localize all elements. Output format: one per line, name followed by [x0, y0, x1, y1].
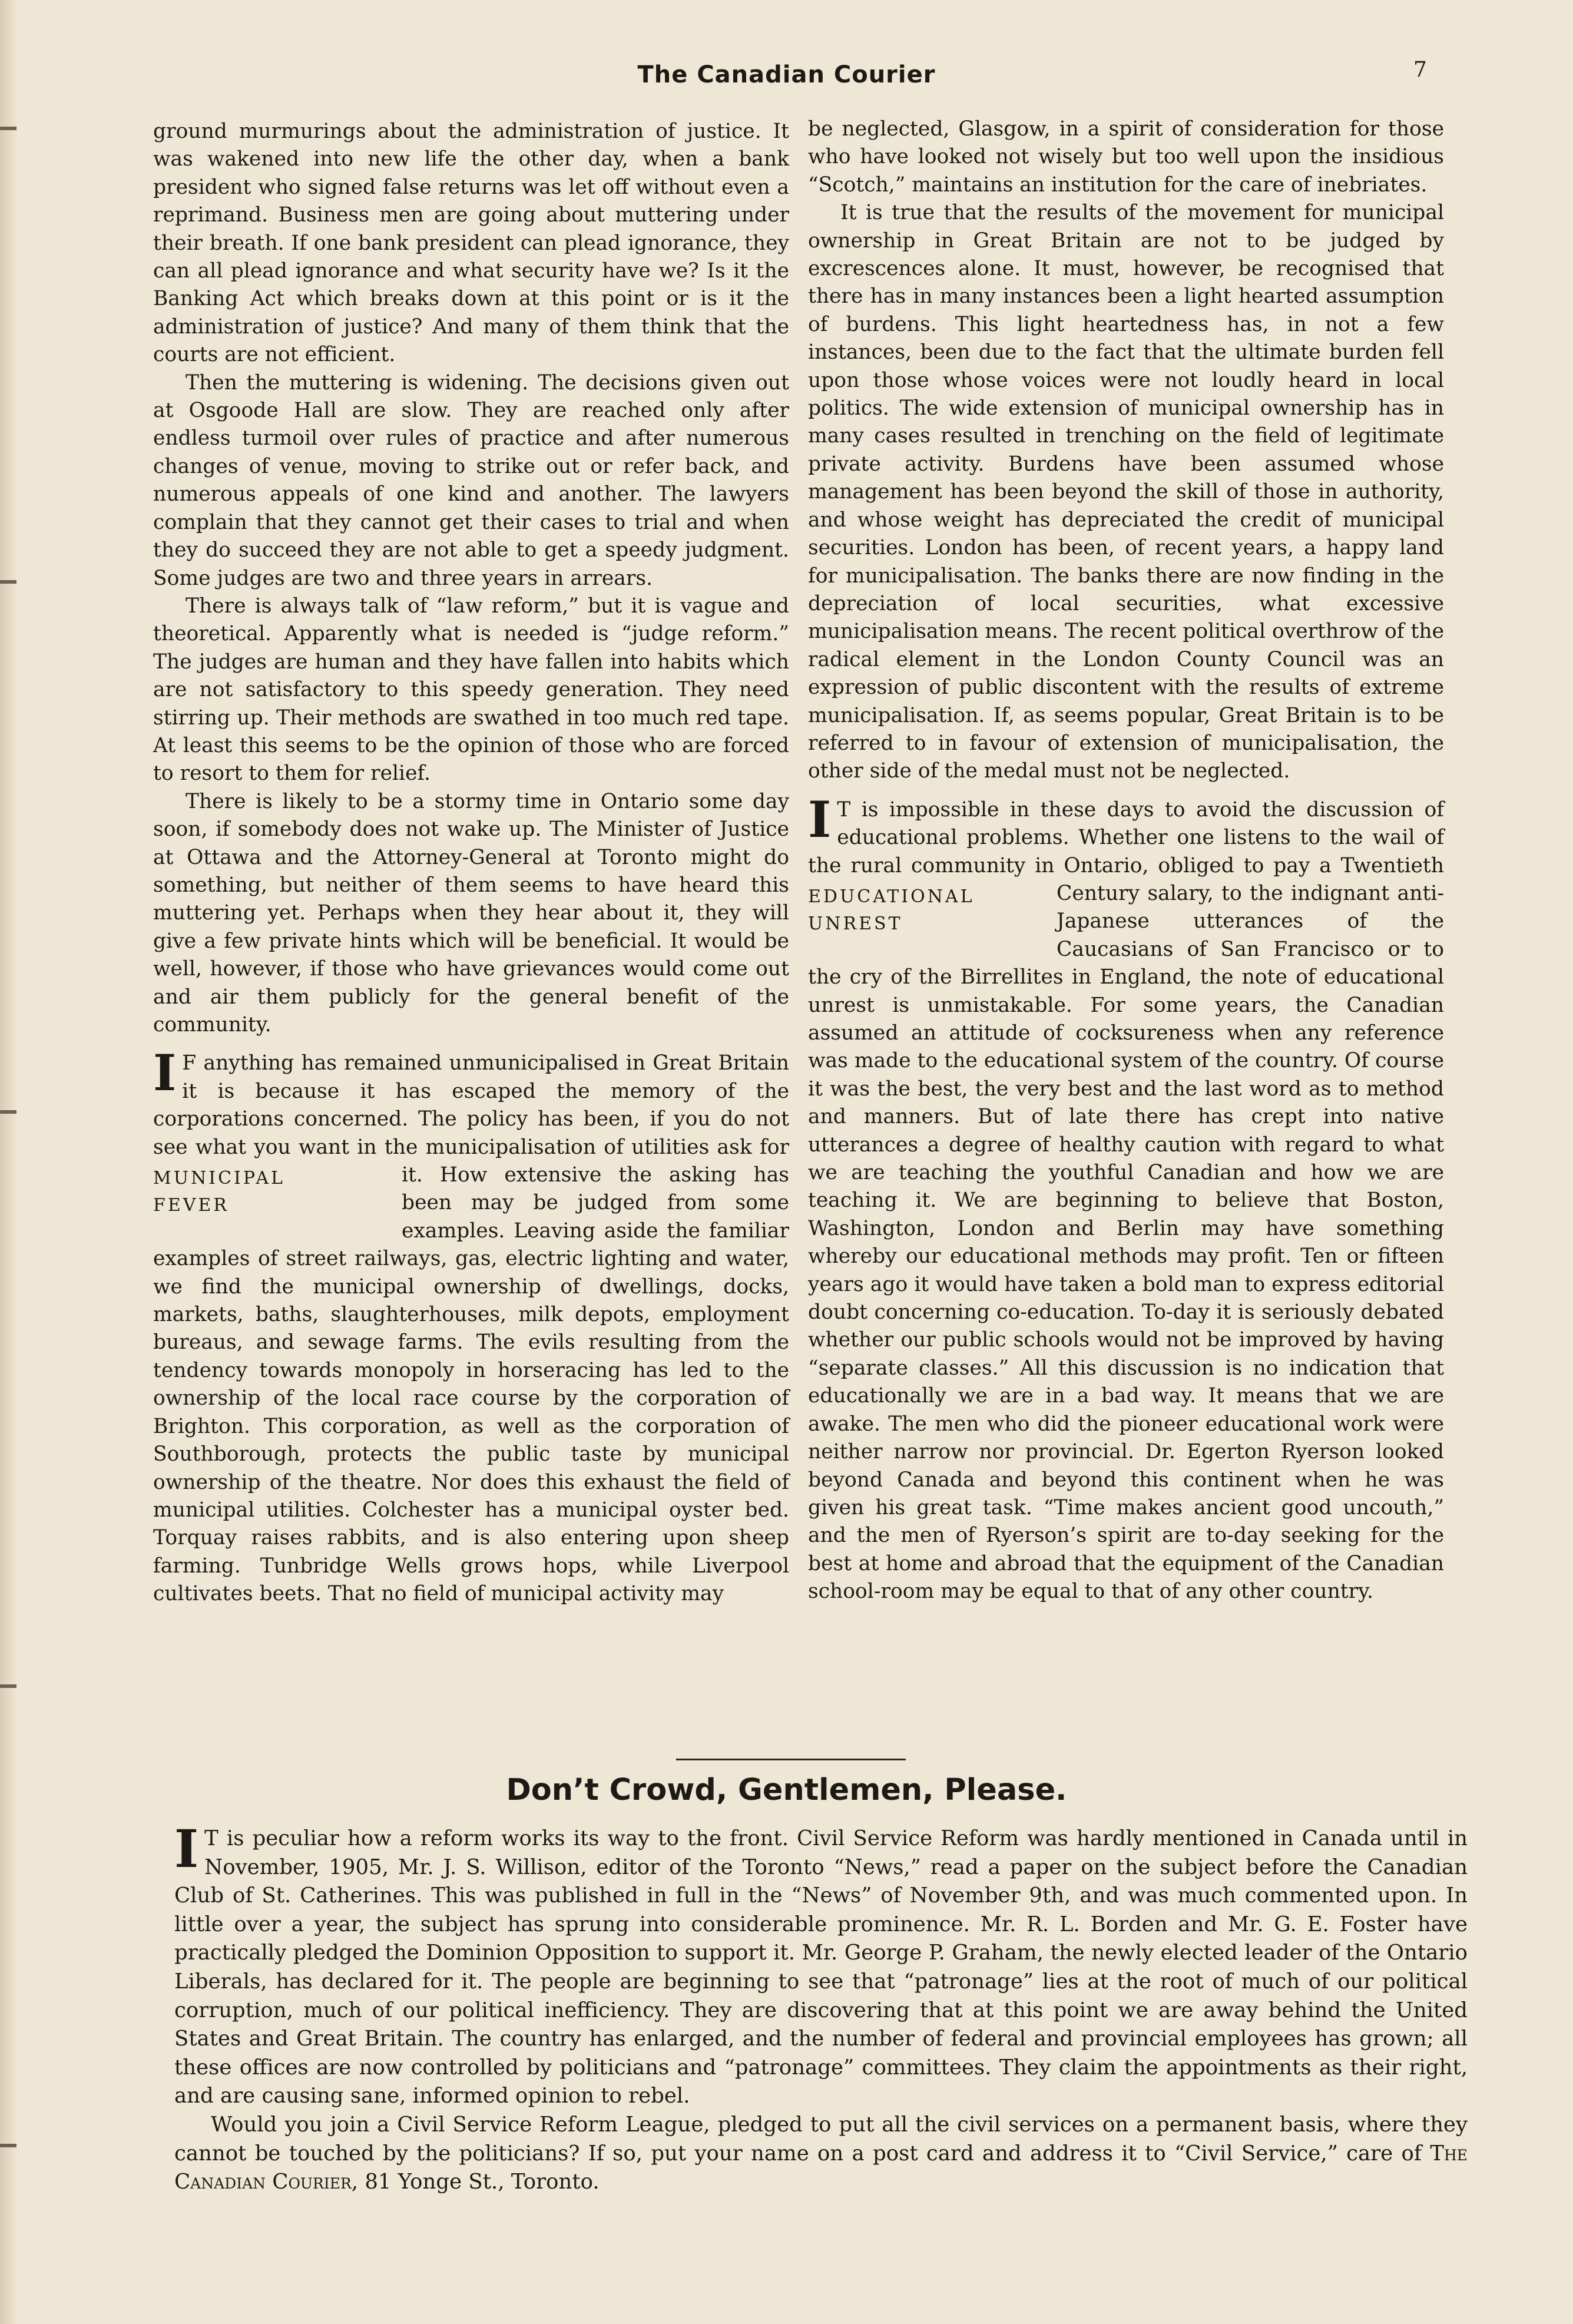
- side-heading-line: MUNICIPAL: [153, 1168, 285, 1189]
- binding-mark: [0, 127, 16, 130]
- address-text: , 81 Yonge St., Toronto.: [351, 2170, 600, 2194]
- article-title: Don’t Crowd, Gentlemen, Please.: [506, 1773, 1067, 1807]
- right-column: [808, 115, 1444, 1606]
- side-heading-line: EDUCATIONAL: [808, 886, 975, 907]
- binding-mark: [0, 1110, 16, 1114]
- binding-mark: [0, 1684, 16, 1688]
- paragraph-text: T is peculiar how a reform works its way to the front. Civil Service Reform was hardly mentioned in Canada until in November, 1905, Mr. J. S. Willison, editor of the Toronto “News,” read a paper on the subject before the Canadian Club of St. Catherines. This was published in full in the “News” of November 9th, and was much commented upon. In little over a year, the subject has sprung into considerable prominence. Mr. R. L. Borden and Mr. G. E. Foster have practically pledged the Dominion Opposition to support it. Mr. George P. Graham, the newly elected leader of the Ontario Liberals, has declared for it. The people are beginning to see that “patronage” lies at the root of much of our political corruption, much of our political inefficiency. They are discovering that at this point we are away behind the United States and Great Britain. The country has enlarged, and the number of federal and provincial employees has grown; all these offices are now controlled by politicians and “patronage” committees. They claim the appointments as their right, and are causing sane, informed opinion to rebel.: [174, 1826, 1468, 2108]
- paragraph: ground murmurings about the administration of justice. It was wakened into new life the other day, when a bank president who signed false returns was let off without even a reprimand. Business men are going about muttering under their breath. If one bank president can plead ignorance, they can all plead ignorance and what security have we? Is it the Banking Act which breaks down at this point or is it the administration of justice? And many of them think that the courts are not efficient.: [153, 120, 789, 367]
- section-divider: [676, 1759, 906, 1760]
- page-edge: [0, 0, 18, 2324]
- side-heading: [808, 883, 1049, 938]
- section-paragraph: [808, 790, 1444, 1606]
- side-heading: [153, 1165, 395, 1219]
- drop-cap: I: [174, 1818, 199, 1879]
- section-municipal-fever: [153, 1044, 789, 1608]
- section-text-start: F anything has remained unmunicipalised in Great Britain it is because it has escaped the memory of the corporations concerned. The policy has been, if you do not see what you want in the municipalisation of utilities ask for it.: [153, 1051, 789, 1187]
- paragraph: There is likely to be a stormy time in Ontario some day soon, if somebody does not wake up. The Minister of Justice at Ottawa and the Attorney-General at Toronto might do something, but neither of them seems to have heard this muttering yet. Perhaps when they hear about it, they will give a few private hints which will be beneficial. It would be well, however, if those who have grievances would come out and air them publicly for the general benefit of the community.: [153, 789, 789, 1037]
- binding-mark: [0, 580, 16, 584]
- section-paragraph: [153, 1044, 789, 1608]
- running-header-title: The Canadian Courier: [637, 61, 936, 88]
- paragraph: There is always talk of “law reform,” but it is vague and theoretical. Apparently what is needed is “judge reform.” The judges are human and they have fallen into habits which are not satisfactory to this speedy generation. They need stirring up. Their methods are swathed in too much red tape. At least this seems to be the opinion of those who are forced to resort to them for relief.: [153, 594, 789, 786]
- paragraph: Then the muttering is widening. The decisions given out at Osgoode Hall are slow. They are reached only after endless turmoil over rules of practice and after numerous changes of venue, moving to strike out or refer back, and numerous appeals of one kind and another. The lawyers complain that they cannot get their cases to trial and when they do succeed they are not able to get a speedy judgment. Some judges are two and three years in arrears.: [153, 370, 789, 590]
- paragraph-text: Would you join a Civil Service Reform League, pledged to put all the civil services on a permanent basis, where they cannot be touched by the politicians? If so, put your name on a post card and address it to “Civil Service,” care of: [174, 2112, 1468, 2166]
- side-heading-line: FEVER: [153, 1195, 229, 1216]
- section-text-rest: Japanese utterances of the Caucasians of San Francisco or to the cry of the Birrellites in England, the note of educational unrest is unmistakable. For some years, the Canadian assumed an attitude of cocksureness when any reference was made to the educational system of the country. Of course it was the best, the very best and the last word as to method and manners. But of late there has crept into native utterances a degree of healthy caution with regard to what we are teaching the youthful Canadian and how we are teaching it. We are beginning to believe that Boston, Washington, London and Berlin may have something whereby our educational methods may profit. Ten or fifteen years ago it would have taken a bold man to express editorial doubt concerning co-education. To-day it is seriously debated whether our public schools would not be improved by having “separate classes.” All this discussion is no indication that educationally we are in a bad way. It means that we are awake. The men who did the pioneer educational work were neither narrow nor provincial. Dr. Egerton Ryerson looked beyond Canada and beyond this continent when he was given his great task. “Time makes ancient good uncouth,” and the men of Ryerson’s spirit are to-day seeking for the best at home and abroad that the equipment of the Canadian school-room may be equal to that of any other country.: [808, 909, 1444, 1604]
- left-column: [153, 118, 789, 1608]
- paragraph: [174, 2111, 1468, 2197]
- page-number: 7: [1413, 58, 1427, 82]
- publication-name: The Canadian Courier: [174, 2141, 1468, 2194]
- paragraph: be neglected, Glasgow, in a spirit of consideration for those who have looked not wisely but too well upon the insidious “Scotch,” maintains an institution for the care of inebriates.: [808, 117, 1444, 197]
- section-educational-unrest: [808, 790, 1444, 1606]
- section-text-rest: How extensive the asking has been may be judged from some examples. Leaving aside the familiar examples of street railways, gas, electric lighting and water, we find the municipal ownership of dwellings, docks, markets, baths, slaughterhouses, milk depots, employment bureaus, and sewage farms. The evils resulting from the tendency towards monopoly in horseracing has led to the ownership of the local race course by the corporation of Brighton. This corporation, as well as the corporation of Southborough, protects the public taste by municipal ownership of the theatre. Nor does this exhaust the field of municipal utilities. Colchester has a municipal oyster bed. Torquay raises rabbits, and is also entering upon sheep farming. Tunbridge Wells grows hops, while Liverpool cultivates beets. That no field of municipal activity may: [153, 1163, 789, 1606]
- side-heading-line: UNREST: [808, 913, 903, 934]
- paragraph: It is true that the results of the movement for municipal ownership in Great Britain are not to be judged by excrescences alone. It must, however, be recognised that there has in many instances been a light hearted assumption of burdens. This light heartedness has, in not a few instances, been due to the fact that the ultimate burden fell upon those whose voices were not loudly heard in local politics. The wide extension of municipal ownership has in many cases resulted in trenching on the field of legitimate private activity. Burdens have been assumed whose management has been beyond the skill of those in authority, and whose weight has depreciated the credit of municipal securities. London has been, of recent years, a happy land for municipalisation. The banks there are now finding in the depreciation of local securities, what excessive municipalisation means. The recent political overthrow of the radical element in the London County Council was an expression of public discontent with the results of extreme municipalisation. If, as seems popular, Great Britain is to be referred to in favour of extension of municipalisation, the other side of the medal must not be neglected.: [808, 201, 1444, 783]
- paragraph: [174, 1818, 1468, 2111]
- article-body: [174, 1818, 1468, 2197]
- binding-mark: [0, 2144, 16, 2147]
- section-text-start: T is impossible in these days to avoid the discussion of educational problems. Whether one listens to the wail of the rural community in Ontario, obliged to pay a Twentieth Century salary, to the indignant anti-: [808, 797, 1444, 905]
- drop-cap: I: [153, 1044, 177, 1103]
- drop-cap: I: [808, 790, 832, 849]
